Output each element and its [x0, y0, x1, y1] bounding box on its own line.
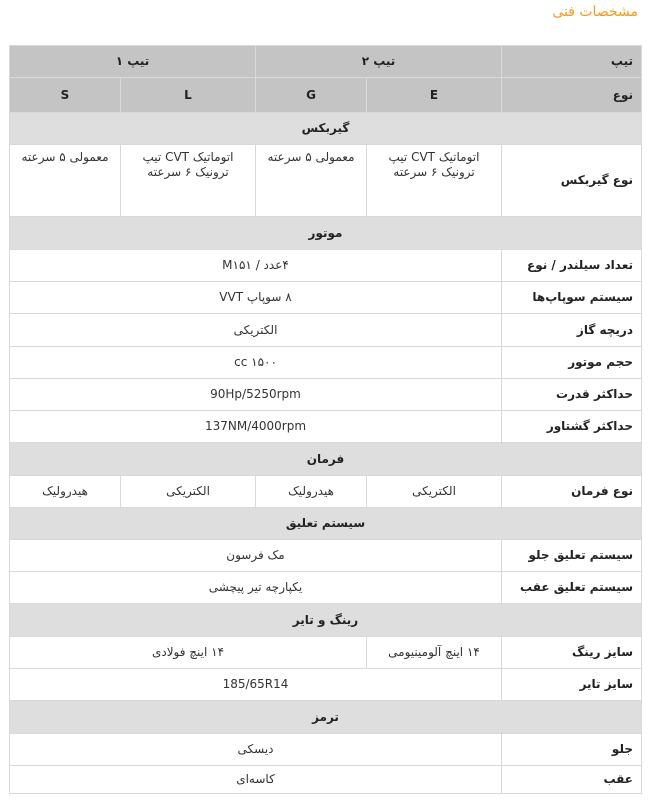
type1-header: تیپ ۱	[10, 46, 256, 78]
row-value: یکپارچه تیر پیچشی	[10, 572, 502, 604]
section-wheels	[10, 604, 642, 637]
row-value: ۸ سوپاپ VVT	[10, 282, 502, 314]
row-value: ۴عدد / M۱۵۱	[10, 250, 502, 282]
cell-s: معمولی ۵ سرعته	[10, 145, 121, 217]
cell-g: هیدرولیک	[256, 476, 367, 508]
spec-table	[9, 45, 642, 794]
row-value: مک فرسون	[10, 540, 502, 572]
suspension-front-row	[10, 540, 642, 572]
section-title: موتور	[10, 217, 642, 250]
steering-type-row	[10, 476, 642, 508]
type2-header: تیپ ۲	[256, 46, 502, 78]
type-header-row	[10, 46, 642, 78]
cell-e: ۱۴ اینچ آلومینیومی	[367, 637, 502, 669]
row-label: سایز رینگ	[502, 637, 642, 669]
cell-g-l-s: ۱۴ اینچ فولادی	[10, 637, 367, 669]
row-label: حداکثر قدرت	[502, 379, 642, 411]
section-suspension	[10, 508, 642, 540]
row-value: 90Hp/5250rpm	[10, 379, 502, 411]
section-title: سیستم تعلیق	[10, 508, 642, 540]
cell-e: اتوماتیک CVT تیپ ترونیک ۶ سرعته	[367, 145, 502, 217]
row-label: نوع گیربکس	[502, 145, 642, 217]
row-label: حجم موتور	[502, 347, 642, 379]
engine-row	[10, 250, 642, 282]
row-label: جلو	[502, 734, 642, 766]
section-steering	[10, 443, 642, 476]
section-title: فرمان	[10, 443, 642, 476]
row-label: تعداد سیلندر / نوع	[502, 250, 642, 282]
brake-rear-row	[10, 766, 642, 794]
model-g: G	[256, 78, 367, 113]
engine-row	[10, 347, 642, 379]
model-s: S	[10, 78, 121, 113]
cell-l: اتوماتیک CVT تیپ ترونیک ۶ سرعته	[121, 145, 256, 217]
section-engine	[10, 217, 642, 250]
section-title: رینگ و تایر	[10, 604, 642, 637]
row-label: دریچه گاز	[502, 314, 642, 347]
page-title: مشخصات فنی	[552, 4, 638, 20]
section-title: گیربکس	[10, 113, 642, 145]
gearbox-type-row	[10, 145, 642, 217]
engine-row	[10, 411, 642, 443]
cell-g: معمولی ۵ سرعته	[256, 145, 367, 217]
tire-size-row	[10, 669, 642, 701]
section-title: ترمز	[10, 701, 642, 734]
row-value: الکتریکی	[10, 314, 502, 347]
row-label: سیستم سوپاپ‌ها	[502, 282, 642, 314]
brake-front-row	[10, 734, 642, 766]
engine-row	[10, 282, 642, 314]
model-label: نوع	[502, 78, 642, 113]
row-label: سایز تایر	[502, 669, 642, 701]
model-l: L	[121, 78, 256, 113]
type-label: تیپ	[502, 46, 642, 78]
cell-e: الکتریکی	[367, 476, 502, 508]
row-value: 137NM/4000rpm	[10, 411, 502, 443]
rim-size-row	[10, 637, 642, 669]
row-value: 185/65R14	[10, 669, 502, 701]
cell-s: هیدرولیک	[10, 476, 121, 508]
engine-row	[10, 379, 642, 411]
row-label: سیستم تعلیق جلو	[502, 540, 642, 572]
row-value: کاسه‌ای	[10, 766, 502, 794]
section-gearbox	[10, 113, 642, 145]
row-label: نوع فرمان	[502, 476, 642, 508]
row-value: دیسکی	[10, 734, 502, 766]
engine-row	[10, 314, 642, 347]
cell-l: الکتریکی	[121, 476, 256, 508]
suspension-rear-row	[10, 572, 642, 604]
section-brakes	[10, 701, 642, 734]
row-label: عقب	[502, 766, 642, 794]
row-label: سیستم تعلیق عقب	[502, 572, 642, 604]
row-label: حداکثر گشتاور	[502, 411, 642, 443]
model-e: E	[367, 78, 502, 113]
model-header-row	[10, 78, 642, 113]
row-value: ۱۵۰۰ cc	[10, 347, 502, 379]
